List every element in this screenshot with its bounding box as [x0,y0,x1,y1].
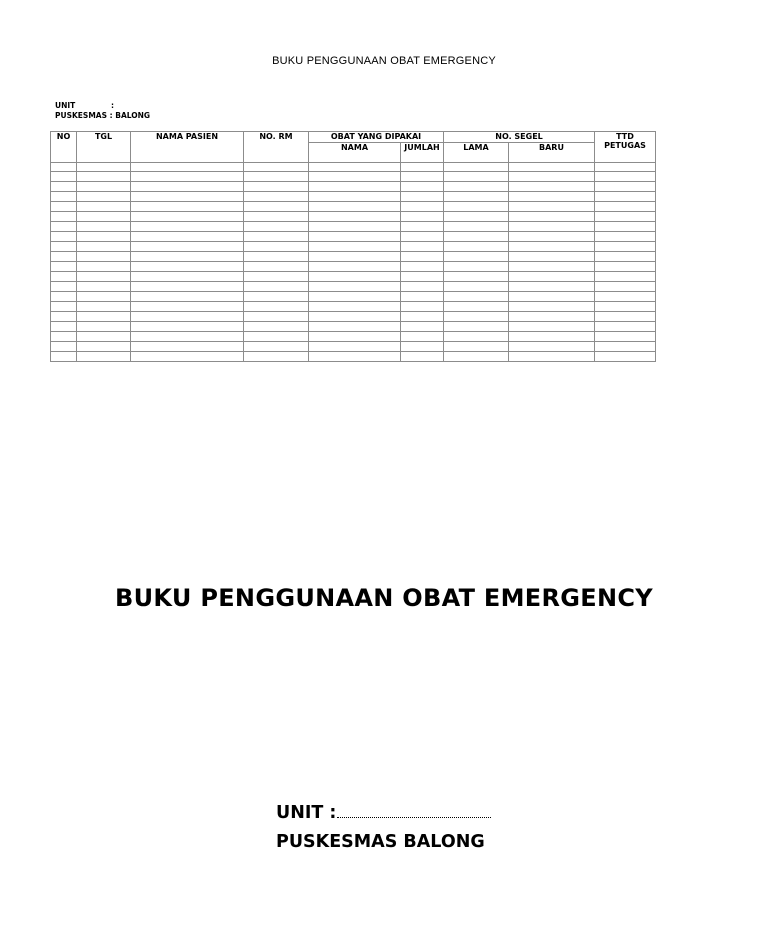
empty-cell[interactable] [309,252,401,262]
empty-cell[interactable] [131,212,244,222]
empty-cell[interactable] [77,212,131,222]
table-row [51,332,656,342]
empty-cell[interactable] [444,182,509,192]
cover-puskesmas: PUSKESMAS BALONG [276,832,485,852]
empty-cell[interactable] [244,222,309,232]
empty-cell[interactable] [77,172,131,182]
empty-cell[interactable] [444,292,509,302]
empty-cell[interactable] [509,222,595,232]
empty-cell[interactable] [444,242,509,252]
table-row [51,312,656,322]
table-row [51,302,656,312]
empty-cell[interactable] [77,232,131,242]
empty-cell[interactable] [131,292,244,302]
empty-cell[interactable] [131,163,244,172]
empty-cell[interactable] [309,322,401,332]
empty-cell[interactable] [444,172,509,182]
empty-cell[interactable] [401,172,444,182]
empty-cell[interactable] [595,192,656,202]
table-row [51,182,656,192]
header-no: NO [51,132,77,163]
form-title: BUKU PENGGUNAAN OBAT EMERGENCY [272,55,496,67]
empty-cell[interactable] [309,302,401,312]
empty-cell[interactable] [444,252,509,262]
empty-cell[interactable] [77,242,131,252]
empty-cell[interactable] [77,262,131,272]
empty-cell[interactable] [51,163,77,172]
empty-cell[interactable] [309,192,401,202]
empty-cell[interactable] [509,292,595,302]
empty-cell[interactable] [77,352,131,362]
empty-cell[interactable] [444,232,509,242]
empty-cell[interactable] [444,272,509,282]
empty-cell[interactable] [309,352,401,362]
table-spacer-row [51,163,656,172]
empty-cell[interactable] [401,332,444,342]
empty-cell[interactable] [244,252,309,262]
empty-cell[interactable] [444,212,509,222]
empty-cell[interactable] [244,182,309,192]
empty-cell[interactable] [444,342,509,352]
empty-cell[interactable] [131,332,244,342]
empty-cell[interactable] [401,292,444,302]
empty-cell[interactable] [77,332,131,342]
empty-cell[interactable] [401,302,444,312]
empty-cell[interactable] [595,272,656,282]
header-no-rm: NO. RM [244,132,309,163]
empty-cell[interactable] [401,163,444,172]
header-obat-jumlah: JUMLAH [401,143,444,163]
empty-cell[interactable] [244,352,309,362]
empty-cell[interactable] [244,232,309,242]
empty-cell[interactable] [51,252,77,262]
empty-cell[interactable] [309,332,401,342]
empty-cell[interactable] [509,302,595,312]
header-nama-pasien: NAMA PASIEN [131,132,244,163]
table-row [51,232,656,242]
empty-cell[interactable] [509,252,595,262]
empty-cell[interactable] [51,342,77,352]
table-row [51,192,656,202]
empty-cell[interactable] [309,312,401,322]
empty-cell[interactable] [51,262,77,272]
table-row [51,222,656,232]
empty-cell[interactable] [309,292,401,302]
empty-cell[interactable] [77,342,131,352]
empty-cell[interactable] [509,312,595,322]
empty-cell[interactable] [401,222,444,232]
empty-cell[interactable] [595,212,656,222]
table-row [51,342,656,352]
empty-cell[interactable] [77,252,131,262]
header-tgl: TGL [77,132,131,163]
empty-cell[interactable] [244,322,309,332]
empty-cell[interactable] [131,352,244,362]
empty-cell[interactable] [131,282,244,292]
form-meta [55,101,150,121]
empty-cell[interactable] [401,342,444,352]
empty-cell[interactable] [401,252,444,262]
empty-cell[interactable] [309,202,401,212]
empty-cell[interactable] [595,202,656,212]
empty-cell[interactable] [51,192,77,202]
empty-cell[interactable] [401,322,444,332]
empty-cell[interactable] [444,302,509,312]
empty-cell[interactable] [595,262,656,272]
empty-cell[interactable] [595,182,656,192]
empty-cell[interactable] [444,322,509,332]
empty-cell[interactable] [309,172,401,182]
unit-label: UNIT [55,101,76,110]
empty-cell[interactable] [509,163,595,172]
cover-title: BUKU PENGGUNAAN OBAT EMERGENCY [115,584,653,612]
table-body [51,163,656,362]
empty-cell[interactable] [244,172,309,182]
empty-cell[interactable] [51,202,77,212]
empty-cell[interactable] [401,232,444,242]
empty-cell[interactable] [244,192,309,202]
empty-cell[interactable] [509,192,595,202]
empty-cell[interactable] [401,262,444,272]
cover-unit-block [276,799,491,857]
empty-cell[interactable] [51,172,77,182]
empty-cell[interactable] [509,342,595,352]
empty-cell[interactable] [595,292,656,302]
empty-cell[interactable] [595,312,656,322]
empty-cell[interactable] [131,322,244,332]
empty-cell[interactable] [244,242,309,252]
empty-cell[interactable] [77,182,131,192]
empty-cell[interactable] [595,302,656,312]
empty-cell[interactable] [509,272,595,282]
empty-cell[interactable] [51,272,77,282]
empty-cell[interactable] [509,322,595,332]
empty-cell[interactable] [244,262,309,272]
empty-cell[interactable] [309,242,401,252]
empty-cell[interactable] [401,242,444,252]
empty-cell[interactable] [401,192,444,202]
empty-cell[interactable] [595,282,656,292]
empty-cell[interactable] [131,242,244,252]
empty-cell[interactable] [51,232,77,242]
empty-cell[interactable] [77,163,131,172]
empty-cell[interactable] [77,302,131,312]
empty-cell[interactable] [595,242,656,252]
empty-cell[interactable] [244,272,309,282]
empty-cell[interactable] [509,182,595,192]
empty-cell[interactable] [595,252,656,262]
header-segel-lama: LAMA [444,143,509,163]
table-row [51,292,656,302]
empty-cell[interactable] [309,182,401,192]
table-row [51,272,656,282]
empty-cell[interactable] [51,352,77,362]
empty-cell[interactable] [131,262,244,272]
empty-cell[interactable] [77,282,131,292]
table-row [51,242,656,252]
empty-cell[interactable] [401,182,444,192]
empty-cell[interactable] [51,222,77,232]
empty-cell[interactable] [131,232,244,242]
empty-cell[interactable] [77,272,131,282]
empty-cell[interactable] [509,172,595,182]
empty-cell[interactable] [309,222,401,232]
empty-cell[interactable] [401,312,444,322]
table-row [51,252,656,262]
unit-fill-line[interactable] [337,804,491,818]
puskesmas-value: : BALONG [109,111,151,120]
empty-cell[interactable] [595,332,656,342]
empty-cell[interactable] [51,302,77,312]
empty-cell[interactable] [51,212,77,222]
empty-cell[interactable] [595,163,656,172]
unit-separator: : [111,101,114,110]
empty-cell[interactable] [131,202,244,212]
table-row [51,202,656,212]
empty-cell[interactable] [401,282,444,292]
empty-cell[interactable] [131,272,244,282]
empty-cell[interactable] [509,352,595,362]
empty-cell[interactable] [401,212,444,222]
table-row [51,172,656,182]
empty-cell[interactable] [244,212,309,222]
empty-cell[interactable] [77,292,131,302]
table-row [51,262,656,272]
empty-cell[interactable] [244,302,309,312]
empty-cell[interactable] [77,322,131,332]
empty-cell[interactable] [595,342,656,352]
empty-cell[interactable] [309,163,401,172]
empty-cell[interactable] [244,332,309,342]
empty-cell[interactable] [309,262,401,272]
unit-row [55,101,150,111]
empty-cell[interactable] [444,202,509,212]
table-row [51,322,656,332]
empty-cell[interactable] [131,192,244,202]
empty-cell[interactable] [444,192,509,202]
table-row [51,212,656,222]
empty-cell[interactable] [77,192,131,202]
empty-cell[interactable] [131,252,244,262]
empty-cell[interactable] [401,202,444,212]
empty-cell[interactable] [509,212,595,222]
empty-cell[interactable] [244,202,309,212]
empty-cell[interactable] [444,352,509,362]
empty-cell[interactable] [244,342,309,352]
header-ttd-petugas: TTD PETUGAS [595,132,656,163]
empty-cell[interactable] [51,182,77,192]
puskesmas-label: PUSKESMAS [55,111,107,120]
empty-cell[interactable] [51,312,77,322]
empty-cell[interactable] [77,312,131,322]
empty-cell[interactable] [595,352,656,362]
header-obat-group: OBAT YANG DIPAKAI [309,132,444,143]
empty-cell[interactable] [131,172,244,182]
empty-cell[interactable] [131,312,244,322]
empty-cell[interactable] [244,282,309,292]
empty-cell[interactable] [509,232,595,242]
header-segel-group: NO. SEGEL [444,132,595,143]
header-obat-nama: NAMA [309,143,401,163]
empty-cell[interactable] [509,202,595,212]
empty-cell[interactable] [131,182,244,192]
empty-cell[interactable] [131,302,244,312]
empty-cell[interactable] [401,352,444,362]
empty-cell[interactable] [309,282,401,292]
empty-cell[interactable] [595,232,656,242]
empty-cell[interactable] [77,202,131,212]
empty-cell[interactable] [595,172,656,182]
empty-cell[interactable] [595,322,656,332]
empty-cell[interactable] [444,282,509,292]
empty-cell[interactable] [131,222,244,232]
empty-cell[interactable] [309,232,401,242]
empty-cell[interactable] [509,242,595,252]
empty-cell[interactable] [51,242,77,252]
empty-cell[interactable] [309,212,401,222]
empty-cell[interactable] [131,342,244,352]
empty-cell[interactable] [509,282,595,292]
empty-cell[interactable] [444,163,509,172]
empty-cell[interactable] [77,222,131,232]
usage-log-table [50,131,656,362]
empty-cell[interactable] [401,272,444,282]
empty-cell[interactable] [444,262,509,272]
empty-cell[interactable] [309,342,401,352]
empty-cell[interactable] [309,272,401,282]
cover-unit-row [276,799,491,828]
empty-cell[interactable] [509,332,595,342]
empty-cell[interactable] [444,222,509,232]
cover-unit-label: UNIT : [276,803,337,823]
empty-cell[interactable] [595,222,656,232]
empty-cell[interactable] [444,332,509,342]
empty-cell[interactable] [509,262,595,272]
empty-cell[interactable] [444,312,509,322]
empty-cell[interactable] [244,292,309,302]
table-row [51,282,656,292]
empty-cell[interactable] [51,332,77,342]
puskesmas-row [55,111,150,121]
table-row [51,352,656,362]
empty-cell[interactable] [244,163,309,172]
empty-cell[interactable] [51,282,77,292]
header-segel-baru: BARU [509,143,595,163]
empty-cell[interactable] [244,312,309,322]
empty-cell[interactable] [51,322,77,332]
empty-cell[interactable] [51,292,77,302]
